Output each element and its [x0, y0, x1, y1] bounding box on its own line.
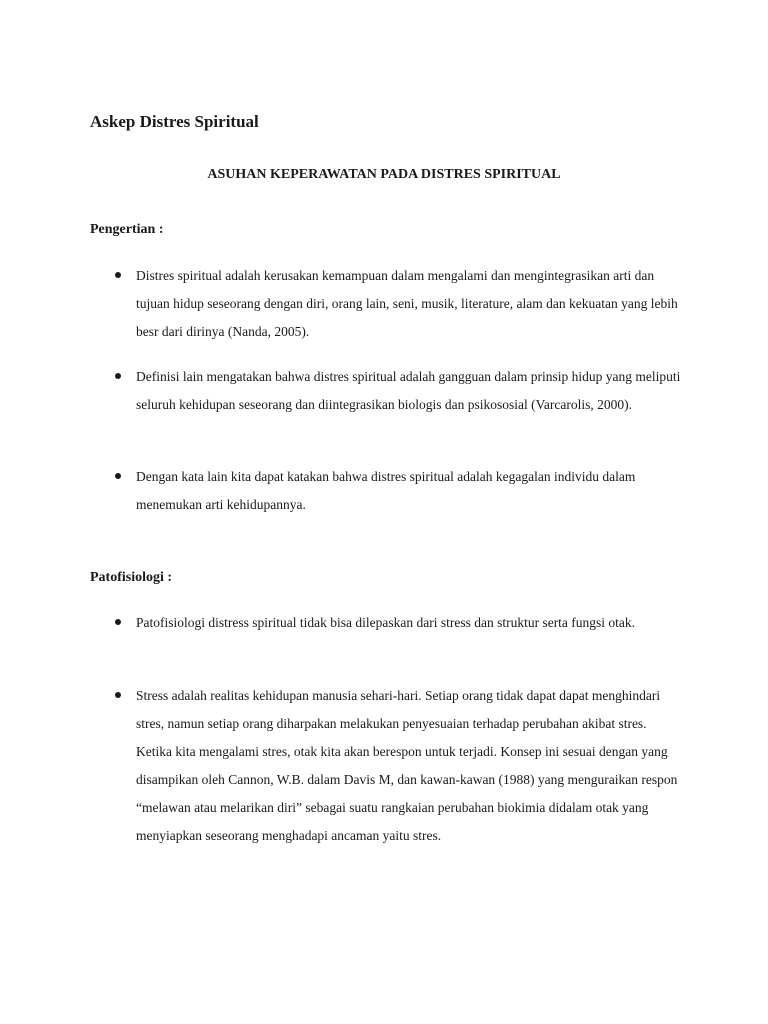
main-heading: ASUHAN KEPERAWATAN PADA DISTRES SPIRITUAL [207, 167, 561, 182]
bullet-icon [115, 619, 121, 625]
bullet-icon [115, 692, 121, 698]
bullet-icon [115, 473, 121, 479]
section-heading-patofisiologi: Patofisiologi : [90, 570, 173, 585]
bullet-icon [115, 373, 121, 379]
list-item-text: Definisi lain mengatakan bahwa distres spiritual adalah gangguan dalam prinsip hidup yang meliputi seluruh kehidupan seseorang dan diintegrasikan biologis dan psikososial (Varcarolis, 2000). [136, 369, 681, 412]
document-title: Askep Distres Spiritual [90, 112, 259, 131]
list-item-text: Patofisiologi distress spiritual tidak bisa dilepaskan dari stress dan struktur serta fungsi otak. [136, 615, 636, 630]
bullet-icon [115, 272, 121, 278]
section-heading-pengertian: Pengertian : [90, 222, 164, 237]
list-item-text: Stress adalah realitas kehidupan manusia sehari-hari. Setiap orang tidak dapat dapat menghindari stres, namun setiap orang diharpakan melakukan penyesuaian terhadap perubahan akibat stres. Ketika kita mengalami stres, otak kita akan berespon untuk terjadi. Konsep ini sesuai dengan yang disampikan oleh Cannon, W.B. dalam Davis M, dan kawan-kawan (1988) yang menguraikan respon “melawan atau melarikan diri” sebagai suatu rangkaian perubahan biokimia didalam otak yang menyiapkan seseorang menghadapi ancaman yaitu stres. [136, 688, 678, 843]
list-item-text: Dengan kata lain kita dapat katakan bahwa distres spiritual adalah kegagalan individu dalam menemukan arti kehidupannya. [136, 469, 636, 512]
list-item-text: Distres spiritual adalah kerusakan kemampuan dalam mengalami dan mengintegrasikan arti dan tujuan hidup seseorang dengan diri, orang lain, seni, musik, literature, alam dan kekuatan yang lebih besr dari dirinya (Nanda, 2005). [136, 268, 678, 339]
